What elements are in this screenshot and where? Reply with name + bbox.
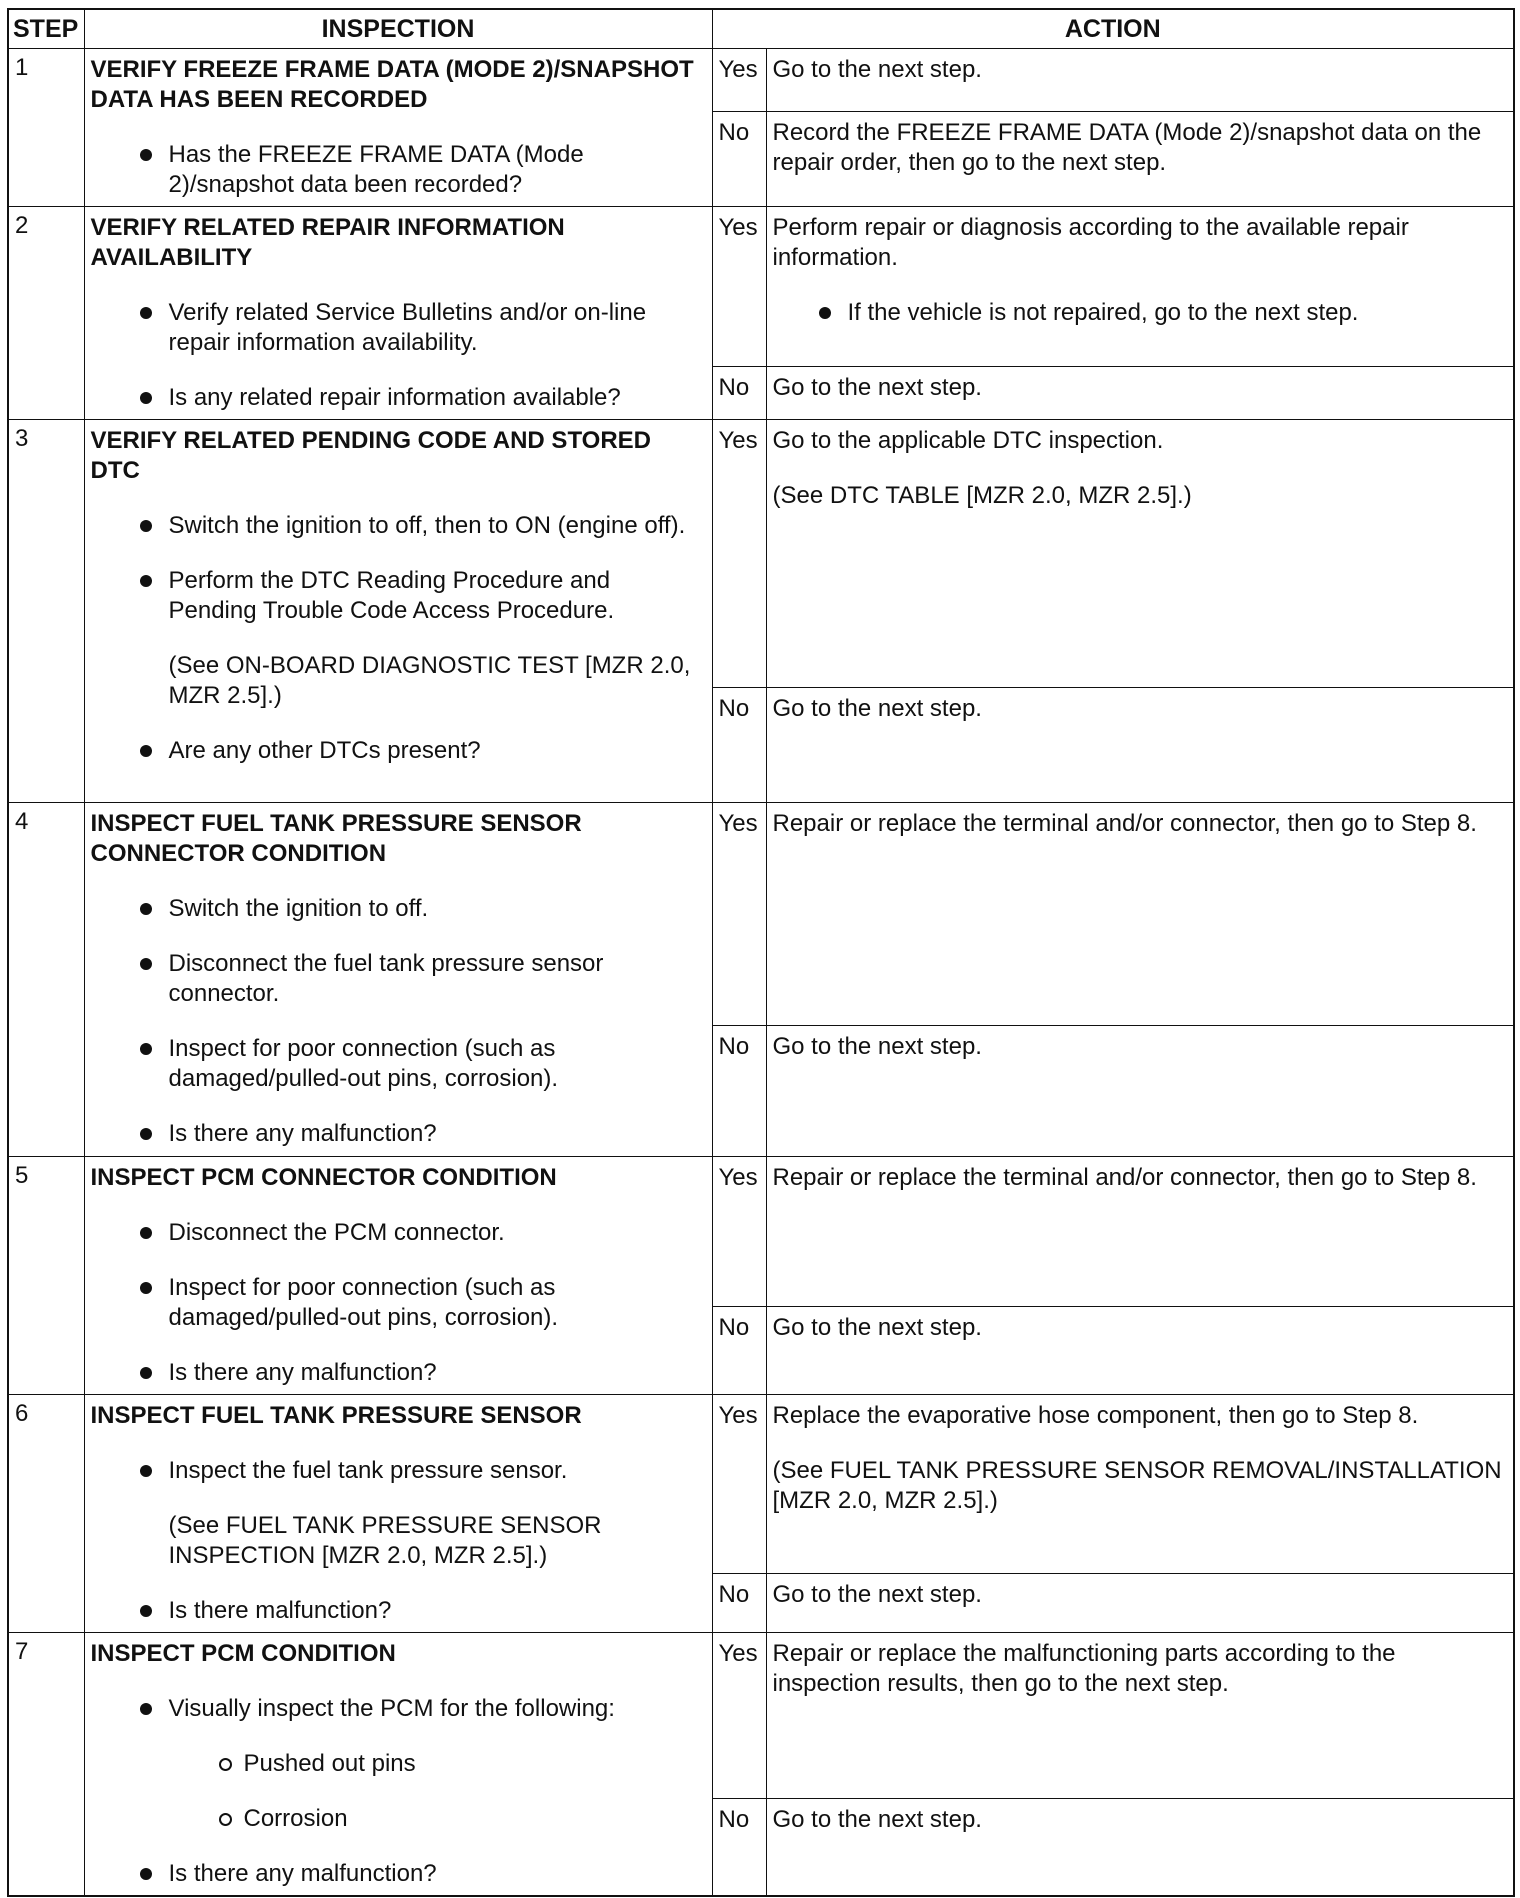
- no-action: [766, 688, 1514, 803]
- bullet-text: Perform the DTC Reading Procedure and Pending Trouble Code Access Procedure.: [168, 567, 615, 624]
- step-number: 2: [8, 207, 84, 420]
- step-5-inspection: [84, 1157, 712, 1395]
- step-6-yes-row: [8, 1395, 1514, 1574]
- step-number: 7: [8, 1633, 84, 1896]
- step-5-yes-row: [8, 1157, 1514, 1307]
- action-text: Go to the applicable DTC inspection.: [772, 427, 1164, 454]
- reference-note: (See ON-BOARD DIAGNOSTIC TEST [MZR 2.0, MZR 2.5].): [168, 652, 691, 709]
- step-2-inspection: [84, 207, 712, 420]
- step-title: INSPECT PCM CONNECTOR CONDITION: [90, 1164, 557, 1191]
- yes-action: [766, 803, 1514, 1026]
- yes-action: [766, 1395, 1514, 1574]
- action-text: Go to the next step.: [772, 374, 982, 401]
- action-text: Repair or replace the terminal and/or connector, then go to Step 8.: [772, 810, 1477, 837]
- inspection-bullet: Switch the ignition to off.: [91, 894, 702, 924]
- step-number: 4: [8, 803, 84, 1157]
- step-number: 3: [8, 420, 84, 803]
- action-text: Record the FREEZE FRAME DATA (Mode 2)/snapshot data on the repair order, then go to the next step.: [772, 119, 1482, 176]
- step-7-inspection: [84, 1633, 712, 1896]
- yes-label: Yes: [712, 1633, 766, 1799]
- inspection-bullet: Verify related Service Bulletins and/or on-line repair information availability.: [91, 298, 702, 358]
- inspection-bullet: Is there any malfunction?: [91, 1859, 702, 1889]
- yes-action: [766, 207, 1514, 367]
- step-7-yes-row: [8, 1633, 1514, 1799]
- yes-label: Yes: [712, 1395, 766, 1574]
- action-text: Go to the next step.: [772, 1033, 982, 1060]
- step-4-yes-row: [8, 803, 1514, 1026]
- no-label: No: [712, 688, 766, 803]
- no-label: No: [712, 112, 766, 207]
- action-reference: (See FUEL TANK PRESSURE SENSOR REMOVAL/INSTALLATION [MZR 2.0, MZR 2.5].): [772, 1457, 1502, 1514]
- inspection-bullet: Is any related repair information available?: [91, 383, 702, 413]
- step-1-yes-row: [8, 49, 1514, 112]
- action-bullet: If the vehicle is not repaired, go to the next step.: [773, 298, 1504, 328]
- inspection-bullet: Is there malfunction?: [91, 1596, 702, 1626]
- step-6-inspection: [84, 1395, 712, 1633]
- action-text: Repair or replace the terminal and/or connector, then go to Step 8.: [772, 1164, 1477, 1191]
- yes-label: Yes: [712, 803, 766, 1026]
- inspection-bullet: Inspect for poor connection (such as damaged/pulled-out pins, corrosion).: [91, 1034, 702, 1094]
- inspection-table: [7, 8, 1515, 1897]
- yes-label: Yes: [712, 49, 766, 112]
- step-2-yes-row: [8, 207, 1514, 367]
- yes-action: [766, 1157, 1514, 1307]
- step-title: INSPECT PCM CONDITION: [90, 1640, 396, 1667]
- header-row: [8, 9, 1514, 49]
- bullet-text: Visually inspect the PCM for the following:: [168, 1695, 615, 1722]
- yes-action: [766, 1633, 1514, 1799]
- action-text: Go to the next step.: [772, 56, 982, 83]
- action-text: Perform repair or diagnosis according to the available repair information.: [772, 214, 1409, 271]
- step-title: INSPECT FUEL TANK PRESSURE SENSOR CONNECTOR CONDITION: [90, 810, 582, 867]
- no-action: [766, 1307, 1514, 1395]
- step-title: VERIFY RELATED PENDING CODE AND STORED DTC: [90, 427, 652, 484]
- yes-action: [766, 49, 1514, 112]
- yes-action: [766, 420, 1514, 688]
- yes-label: Yes: [712, 1157, 766, 1307]
- step-number: 5: [8, 1157, 84, 1395]
- yes-label: Yes: [712, 207, 766, 367]
- step-4-inspection: [84, 803, 712, 1157]
- no-action: [766, 1799, 1514, 1896]
- yes-label: Yes: [712, 420, 766, 688]
- sub-bullet: Pushed out pins: [91, 1749, 702, 1779]
- action-text: Go to the next step.: [772, 1314, 982, 1341]
- step-title: VERIFY FREEZE FRAME DATA (MODE 2)/SNAPSHOT DATA HAS BEEN RECORDED: [90, 56, 694, 113]
- step-1-inspection: [84, 49, 712, 207]
- inspection-bullet: Disconnect the fuel tank pressure sensor connector.: [91, 949, 702, 1009]
- inspection-bullet: Inspect for poor connection (such as damaged/pulled-out pins, corrosion).: [91, 1273, 702, 1333]
- no-label: No: [712, 1307, 766, 1395]
- no-label: No: [712, 1574, 766, 1633]
- no-label: No: [712, 1799, 766, 1896]
- inspection-bullet: Is there any malfunction?: [91, 1358, 702, 1388]
- step-title: VERIFY RELATED REPAIR INFORMATION AVAILABILITY: [90, 214, 565, 271]
- action-text: Go to the next step.: [772, 1806, 982, 1833]
- action-text: Go to the next step.: [772, 695, 982, 722]
- inspection-bullet: Is there any malfunction?: [91, 1119, 702, 1149]
- reference-note: (See FUEL TANK PRESSURE SENSOR INSPECTION [MZR 2.0, MZR 2.5].): [168, 1512, 602, 1569]
- no-action: [766, 367, 1514, 420]
- no-action: [766, 112, 1514, 207]
- action-reference: (See DTC TABLE [MZR 2.0, MZR 2.5].): [772, 482, 1192, 509]
- step-3-yes-row: [8, 420, 1514, 688]
- action-text: Replace the evaporative hose component, then go to Step 8.: [772, 1402, 1419, 1429]
- header-action: ACTION: [712, 9, 1514, 49]
- step-3-inspection: [84, 420, 712, 803]
- no-label: No: [712, 1026, 766, 1157]
- no-action: [766, 1026, 1514, 1157]
- inspection-bullet: Disconnect the PCM connector.: [91, 1218, 702, 1248]
- inspection-bullet: [91, 1694, 702, 1834]
- no-label: No: [712, 367, 766, 420]
- inspection-bullet: [91, 1456, 702, 1571]
- inspection-bullet: Are any other DTCs present?: [91, 736, 702, 766]
- inspection-bullet: Has the FREEZE FRAME DATA (Mode 2)/snapshot data been recorded?: [91, 140, 702, 200]
- step-number: 6: [8, 1395, 84, 1633]
- header-step: STEP: [8, 9, 84, 49]
- bullet-text: Inspect the fuel tank pressure sensor.: [168, 1457, 568, 1484]
- step-number: 1: [8, 49, 84, 207]
- action-text: Go to the next step.: [772, 1581, 982, 1608]
- inspection-bullet: [91, 566, 702, 711]
- header-inspection: INSPECTION: [84, 9, 712, 49]
- step-title: INSPECT FUEL TANK PRESSURE SENSOR: [90, 1402, 582, 1429]
- sub-bullet: Corrosion: [91, 1804, 702, 1834]
- action-text: Repair or replace the malfunctioning parts according to the inspection results, then go to the next step.: [772, 1640, 1396, 1697]
- inspection-bullet: Switch the ignition to off, then to ON (engine off).: [91, 511, 702, 541]
- no-action: [766, 1574, 1514, 1633]
